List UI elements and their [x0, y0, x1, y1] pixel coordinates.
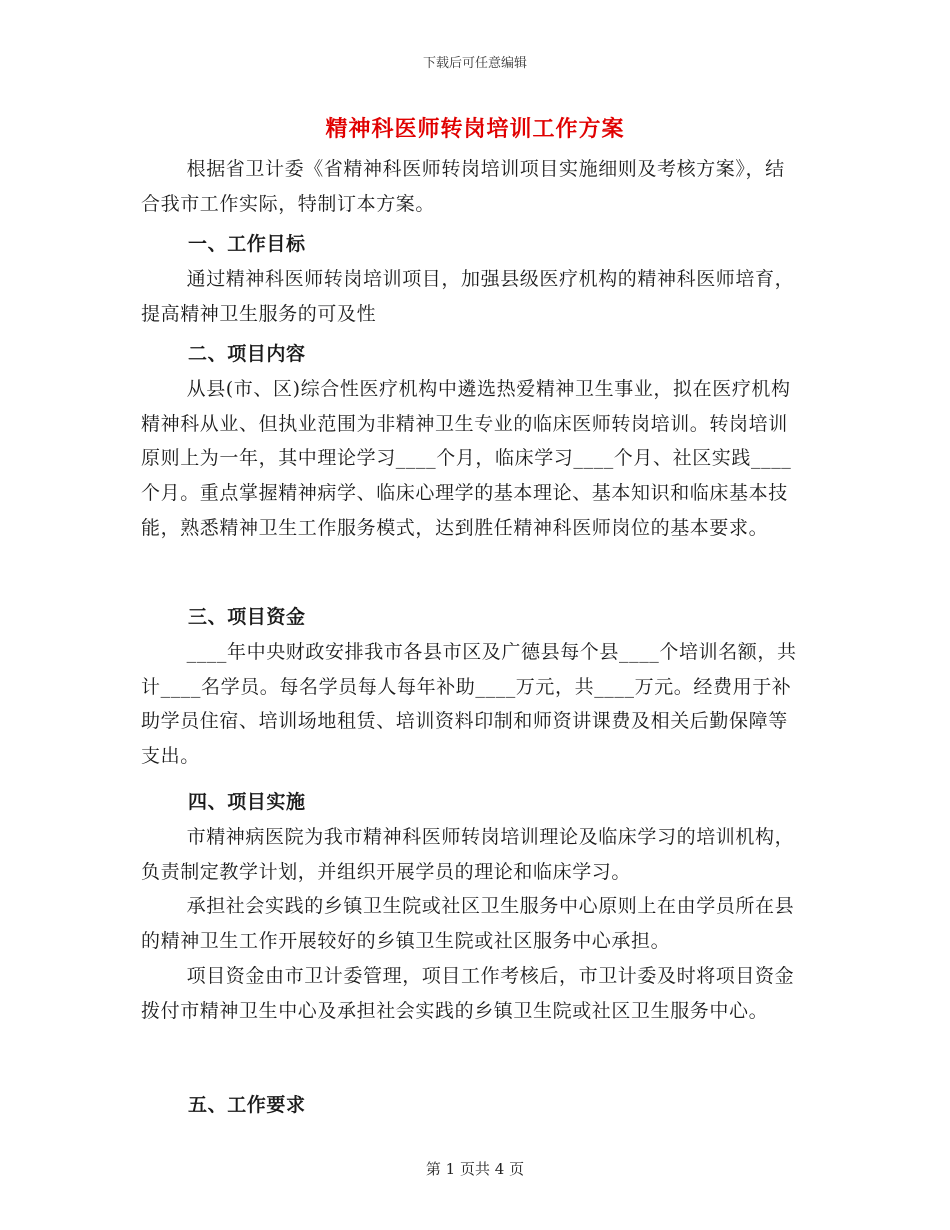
section-4: [141, 785, 801, 1029]
section-heading: 三、项目资金: [188, 606, 306, 628]
intro-block: [141, 152, 801, 222]
section-paragraph: 项目资金由市卫计委管理，项目工作考核后，市卫计委及时将项目资金拨付市精神卫生中心及承担社会实践的乡镇卫生院或社区卫生服务中心。: [141, 964, 795, 1022]
section-5: [141, 1088, 801, 1123]
section-paragraph: 承担社会实践的乡镇卫生院或社区卫生服务中心原则上在由学员所在县的精神卫生工作开展较好的乡镇卫生院或社区服务中心承担。: [141, 895, 795, 953]
intro-paragraph: 根据省卫计委《省精神科医师转岗培训项目实施细则及考核方案》，结合我市工作实际，特制订本方案。: [141, 158, 785, 215]
page-header: 下载后可任意编辑: [422, 56, 527, 71]
section-paragraph: 通过精神科医师转岗培训项目，加强县级医疗机构的精神科医师培育，提高精神卫生服务的可及性: [141, 267, 795, 325]
section-3: [141, 600, 801, 774]
section-heading: 四、项目实施: [188, 791, 306, 813]
section-2: [141, 337, 801, 546]
section-heading: 二、项目内容: [188, 343, 306, 365]
section-paragraph: ____年中央财政安排我市各县市区及广德县每个县____个培训名额，共计____名学员。每名学员每人每年补助____万元，共____万元。经费用于补助学员住宿、培训场地租赁、培训资料印制和师资讲课费及相关后勤保障等支出。: [141, 640, 797, 768]
section-heading: 五、工作要求: [188, 1094, 306, 1116]
section-paragraph: 市精神病医院为我市精神科医师转岗培训理论及临床学习的培训机构，负责制定教学计划，并组织开展学员的理论和临床学习。: [141, 825, 795, 883]
section-paragraph: 从县(市、区)综合性医疗机构中遴选热爱精神卫生事业，拟在医疗机构精神科从业、但执业范围为非精神卫生专业的临床医师转岗培训。转岗培训原则上为一年，其中理论学习____个月，临床学习____个月、社区实践____个月。重点掌握精神病学、临床心理学的基本理论、基本知识和临床基本技能，熟悉精神卫生工作服务模式，达到胜任精神科医师岗位的基本要求。: [141, 377, 792, 539]
page-footer: 第 1 页共 4 页: [425, 1160, 525, 1178]
document-title: 精神科医师转岗培训工作方案: [325, 117, 625, 142]
section-heading: 一、工作目标: [188, 233, 306, 255]
section-1: [141, 227, 801, 331]
